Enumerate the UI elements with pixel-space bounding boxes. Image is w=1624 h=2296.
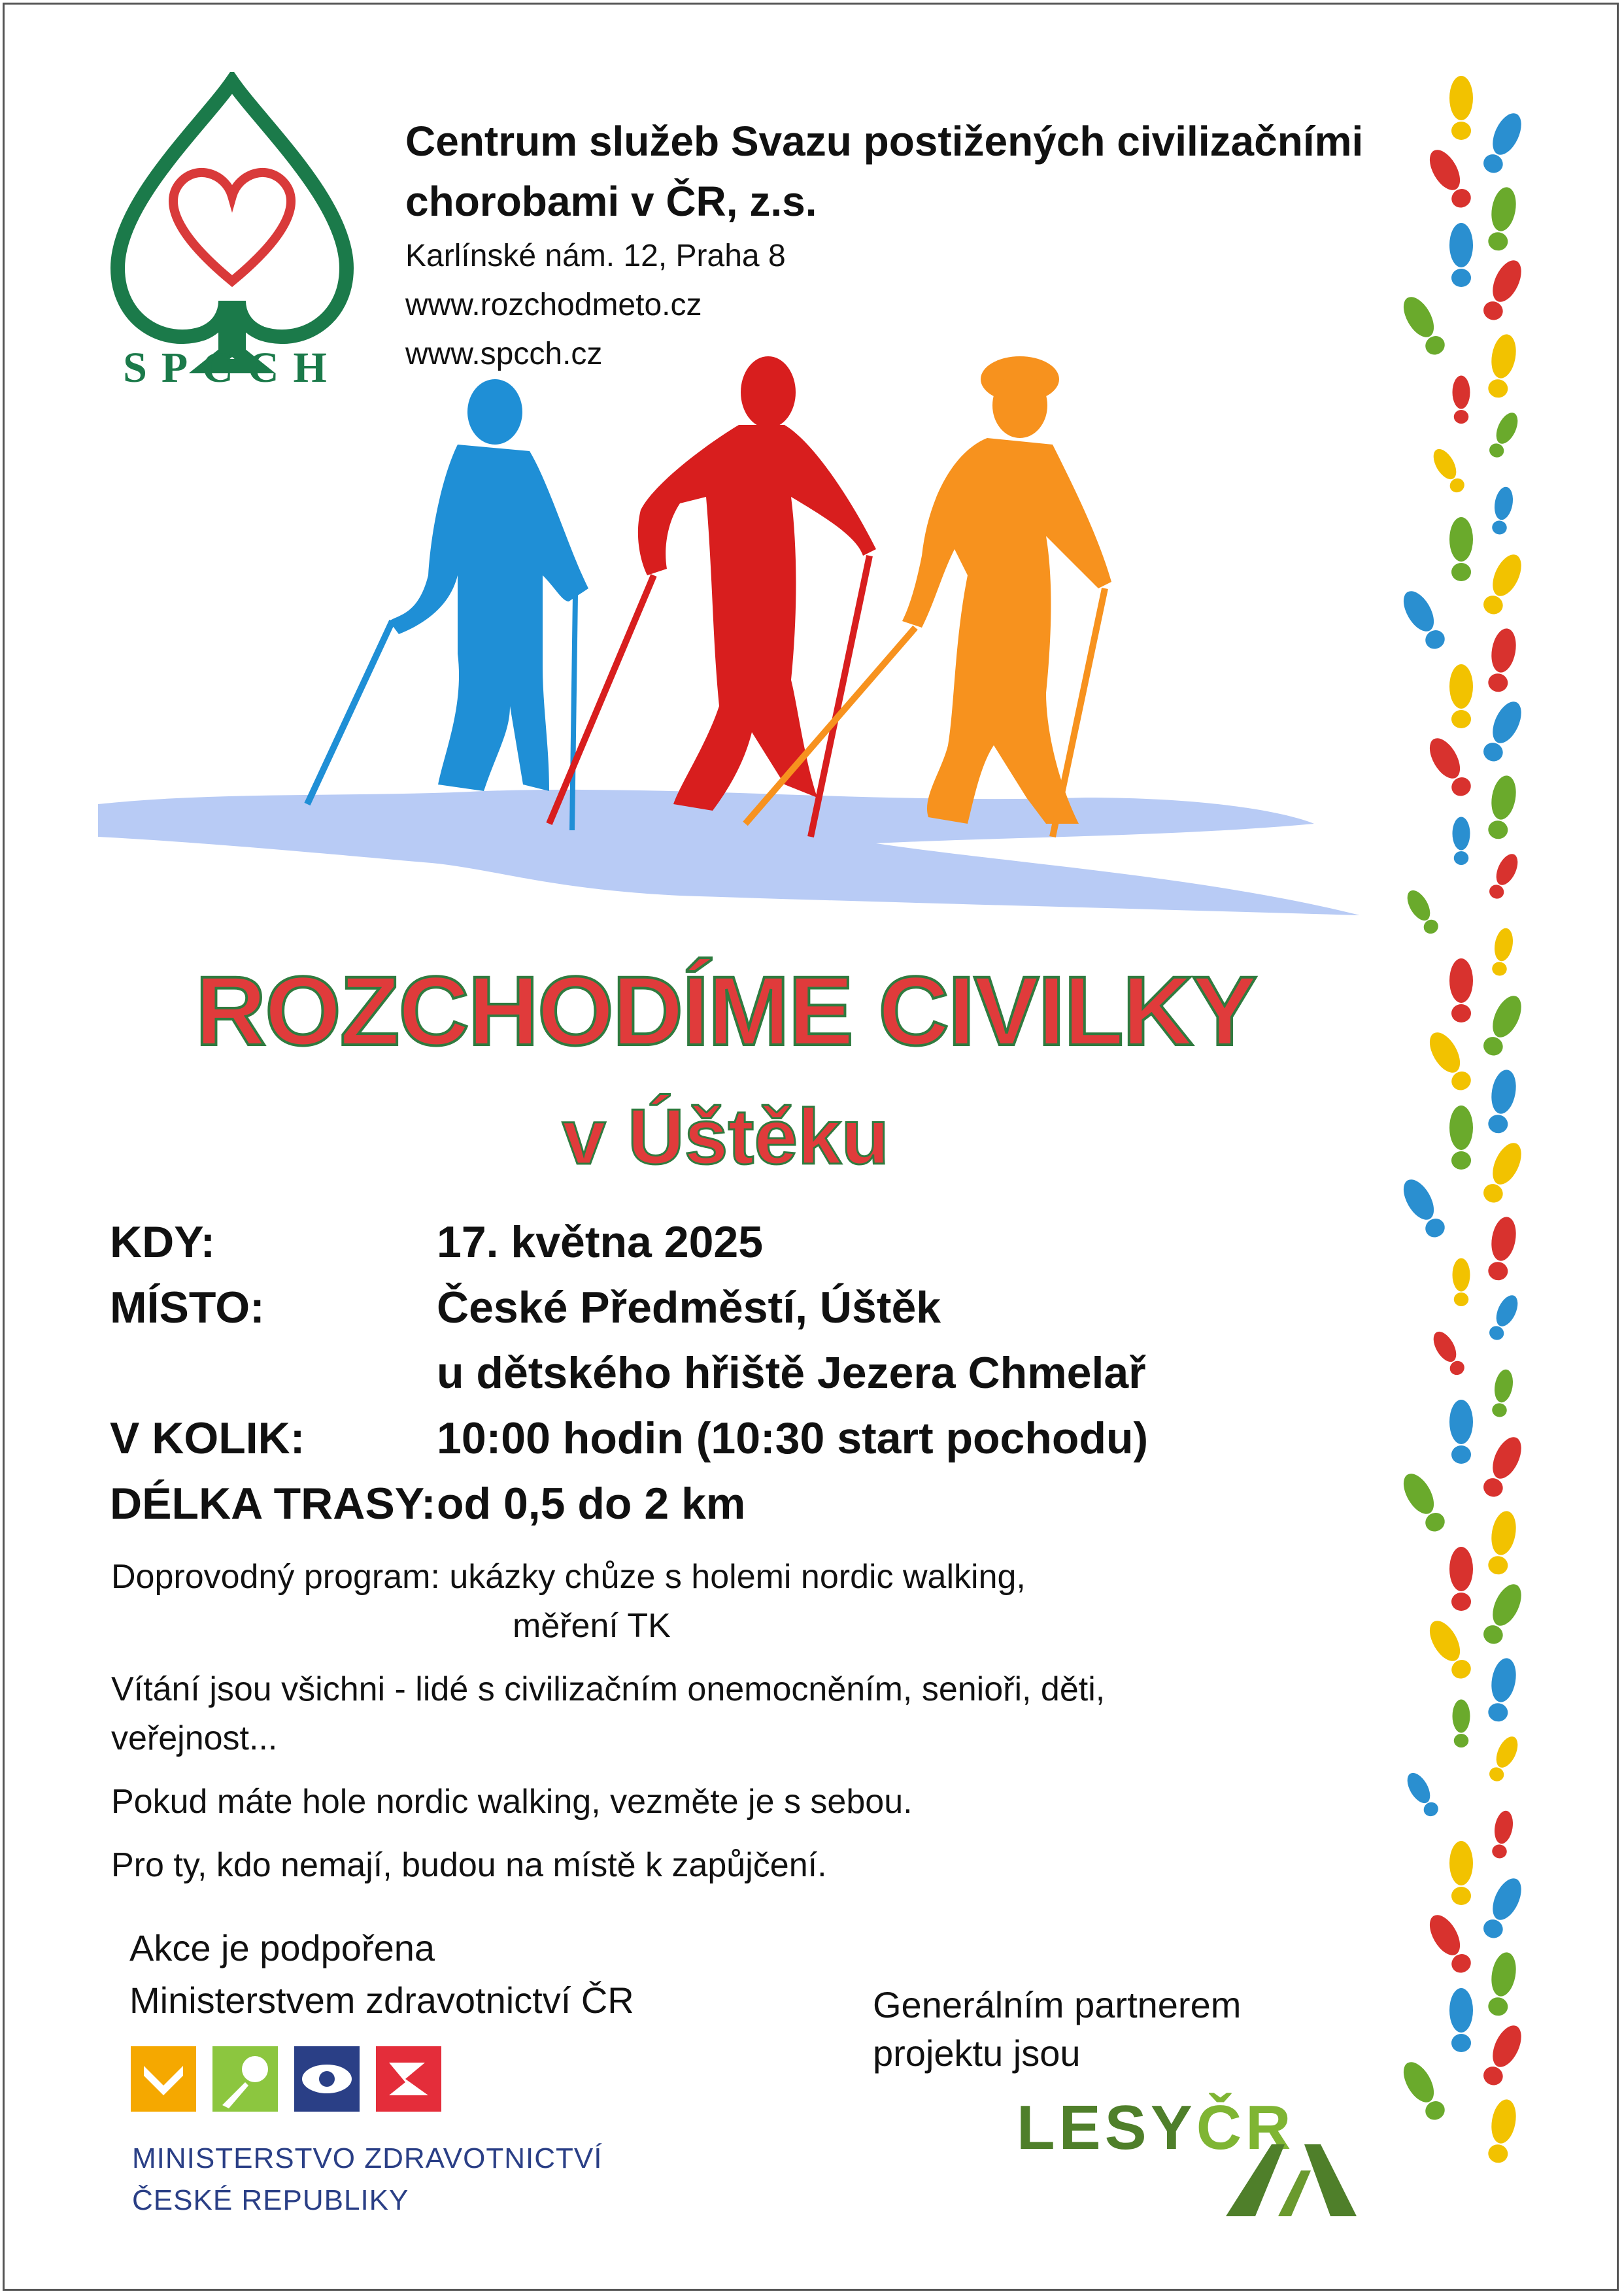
organization-header xyxy=(405,111,1386,379)
program-line2: měření TK xyxy=(513,1607,671,1645)
footprint xyxy=(1453,1258,1470,1307)
footprint xyxy=(1449,664,1473,728)
org-name-line1: Centrum služeb Svazu postižených civilizačními xyxy=(405,118,1364,165)
footprint xyxy=(1479,256,1527,324)
footprint xyxy=(1399,2057,1450,2125)
footprint xyxy=(1449,1841,1473,1905)
footprint xyxy=(1485,409,1522,460)
footprint xyxy=(1403,1769,1442,1819)
footprint xyxy=(1399,1469,1450,1536)
footprint xyxy=(1485,2097,1519,2165)
partner-line1: Generálním partnerem xyxy=(873,1984,1242,2025)
when-value: 17. května 2025 xyxy=(437,1217,764,1267)
time-row xyxy=(110,1406,1352,1471)
lesy-tree-mark xyxy=(1226,2131,1357,2223)
footprint xyxy=(1449,1547,1473,1611)
length-row xyxy=(110,1471,1352,1536)
footprint xyxy=(1449,958,1473,1022)
footprint xyxy=(1453,817,1470,866)
footprint xyxy=(1485,185,1519,252)
footprint xyxy=(1449,1988,1473,2052)
length-label: DÉLKA TRASY: xyxy=(110,1479,436,1528)
welcome-line2: veřejnost... xyxy=(111,1719,278,1757)
footprint xyxy=(1485,626,1519,694)
footprint xyxy=(1449,76,1473,140)
lesy-wordmark-a: LESY xyxy=(1017,2093,1196,2163)
footprint xyxy=(1453,376,1470,424)
footprint xyxy=(1479,1874,1527,1942)
ministry-logo-text xyxy=(132,2138,602,2221)
footprint xyxy=(1485,773,1519,841)
footprint xyxy=(1489,1810,1515,1860)
place-row xyxy=(110,1275,1352,1340)
event-title: ROZCHODÍME CIVILKY xyxy=(195,956,1257,1066)
event-subtitle: v Úštěku xyxy=(562,1093,890,1181)
footprint xyxy=(1485,332,1519,399)
footprint xyxy=(1453,1700,1470,1748)
footprint xyxy=(1485,1292,1522,1343)
ministry-name-line1: MINISTERSTVO ZDRAVOTNICTVÍ xyxy=(132,2142,603,2174)
footprint xyxy=(1403,886,1442,937)
footprint xyxy=(1479,1433,1527,1501)
footprint xyxy=(1479,2021,1527,2089)
rental-paragraph: Pro ty, kdo nemají, budou na místě k zapůjčení. xyxy=(111,1846,827,1884)
footprint xyxy=(1485,1509,1519,1576)
when-row xyxy=(110,1209,1352,1275)
footprint xyxy=(1479,1139,1527,1207)
program-paragraph xyxy=(111,1553,1353,1651)
time-value: 10:00 hodin (10:30 start pochodu) xyxy=(437,1413,1149,1463)
footprint xyxy=(1399,1175,1450,1242)
support-text xyxy=(129,1922,634,2027)
footprint xyxy=(1449,1400,1473,1464)
footprint xyxy=(1449,517,1473,581)
footprint xyxy=(1485,1068,1519,1135)
footprint xyxy=(1479,1580,1527,1648)
footprint xyxy=(1489,1368,1515,1419)
org-website-link[interactable]: www.rozchodmeto.cz xyxy=(405,288,702,322)
lesy-wordmark-b: ČR xyxy=(1196,2093,1295,2163)
footprint xyxy=(1479,992,1527,1060)
footprint xyxy=(1399,292,1450,360)
footprint xyxy=(1399,586,1450,654)
ministry-name-line2: ČESKÉ REPUBLIKY xyxy=(132,2184,409,2216)
event-details xyxy=(110,1209,1352,1536)
place-label: MÍSTO: xyxy=(110,1283,265,1332)
support-line2: Ministerstvem zdravotnictví ČR xyxy=(129,1980,634,2021)
footprint xyxy=(1429,445,1468,496)
footprint xyxy=(1423,734,1476,801)
footprint xyxy=(1479,109,1527,177)
logo-wordmark: SPCCH xyxy=(123,344,341,392)
footprint xyxy=(1485,1733,1522,1784)
length-value: od 0,5 do 2 km xyxy=(437,1479,746,1528)
place-row-continued xyxy=(110,1340,1352,1406)
nordic-walkers-illustration xyxy=(92,340,1373,968)
footprint xyxy=(1485,1950,1519,2017)
support-line1: Akce je podpořena xyxy=(129,1927,435,1968)
poles-paragraph: Pokud máte hole nordic walking, vezměte je s sebou. xyxy=(111,1783,913,1821)
footprint xyxy=(1423,145,1476,212)
footprint xyxy=(1479,550,1527,618)
footprint xyxy=(1429,1328,1468,1378)
footprint xyxy=(1485,1215,1519,1282)
program-line1: Doprovodný program: ukázky chůze s holemi nordic walking, xyxy=(111,1558,1026,1596)
welcome-line1: Vítání jsou všichni - lidé s civilizačním onemocněním, senioři, děti, xyxy=(111,1670,1106,1708)
place-value-line2: u dětského hřiště Jezera Chmelař xyxy=(437,1348,1146,1398)
partner-line2: projektu jsou xyxy=(873,2033,1081,2074)
footprint xyxy=(1489,927,1515,977)
spcch-website-link[interactable]: www.spcch.cz xyxy=(405,337,603,371)
when-label: KDY: xyxy=(110,1217,216,1267)
time-label: V KOLIK: xyxy=(110,1413,305,1463)
footprint xyxy=(1449,1106,1473,1170)
welcome-paragraph xyxy=(111,1665,1353,1763)
footprint xyxy=(1485,1656,1519,1723)
event-info xyxy=(111,1553,1353,1904)
place-value-line1: České Předměstí, Úštěk xyxy=(437,1283,941,1332)
org-name-line2: chorobami v ČR, z.s. xyxy=(405,178,817,225)
lesy-cr-logo-icon xyxy=(1017,2092,1357,2223)
footprint xyxy=(1489,486,1515,536)
partner-text xyxy=(873,1981,1241,2078)
org-address: Karlínské nám. 12, Praha 8 xyxy=(405,239,786,273)
ministry-logo-icon xyxy=(131,2046,451,2112)
footprint xyxy=(1485,851,1522,902)
footprint xyxy=(1423,1616,1476,1683)
footprint xyxy=(1423,1910,1476,1978)
footprint xyxy=(1479,698,1527,766)
footprint xyxy=(1449,223,1473,287)
